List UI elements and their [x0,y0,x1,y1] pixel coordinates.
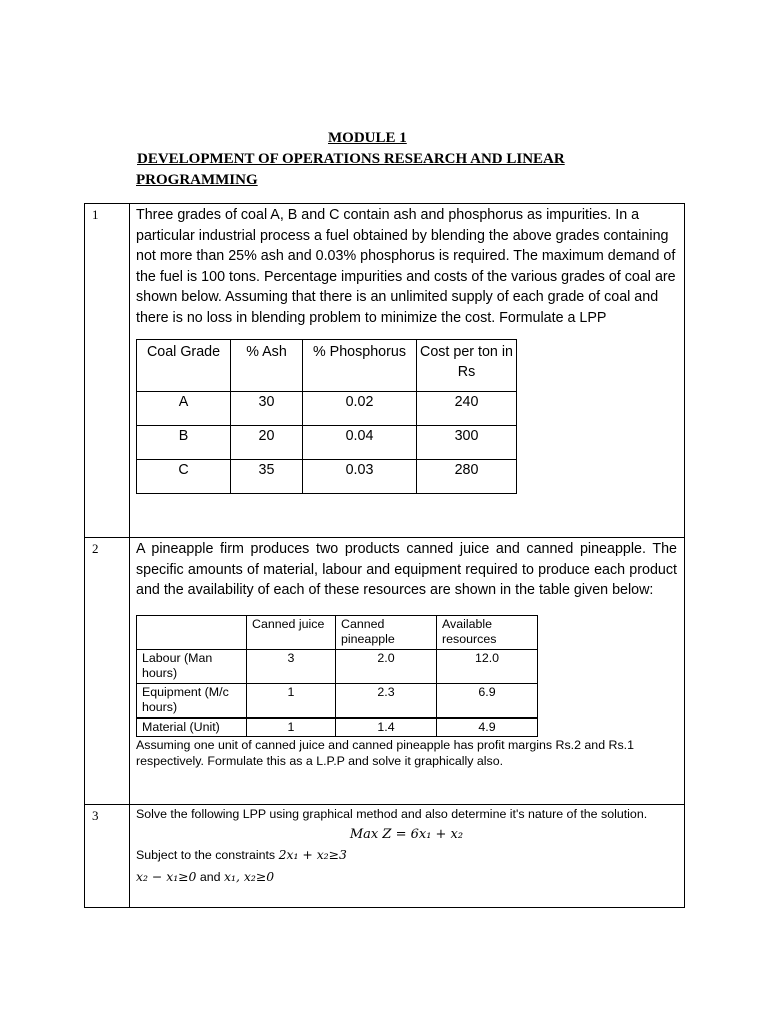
column-header: % Ash [231,339,303,391]
table-cell: 240 [417,391,517,425]
question-number: 3 [85,805,130,908]
constraint-label: Subject to the constraints [136,847,276,862]
column-header: Available resources [437,615,538,649]
table-cell: 2.0 [336,649,437,683]
objective-function: Max Z = 6x₁ + x₂ [349,826,464,842]
title-line-2: PROGRAMMING [136,172,258,188]
table-cell: 3 [247,649,336,683]
question-row-2 [85,538,685,805]
table-cell: C [137,459,231,493]
table-row [137,391,517,425]
table-cell: 4.9 [437,718,538,737]
question-text: Solve the following LPP using graphical method and also determine it's nature of the solution. [136,807,648,821]
table-row [137,718,538,737]
column-header: Coal Grade [137,339,231,391]
table-cell: 1 [247,683,336,718]
column-header: Canned pineapple [336,615,437,649]
table-cell: 0.03 [303,459,417,493]
table-row [137,459,517,493]
column-header: Cost per ton in Rs [417,339,517,391]
question-note: Assuming one unit of canned juice and canned pineapple has profit margins Rs.2 and Rs.1 respectively. Formulate this as a L.P.P and solve it graphically also. [136,737,635,769]
table-header-row [137,615,538,649]
constraints-line-1 [136,844,677,866]
module-heading: MODULE 1 [328,130,407,146]
question-text: A pineapple firm produces two products canned juice and canned pineapple. The specific amounts of material, labour and equipment required to produce each product and the availability of each of these resources are shown in the table given below: [136,541,677,599]
table-header-row [137,339,517,391]
constraint-2: x₂ − x₁≥0 [136,868,197,884]
questions-table [84,203,685,908]
table-row [137,683,538,718]
table-row [137,649,538,683]
column-header [137,615,247,649]
question-text: Three grades of coal A, B and C contain ash and phosphorus as impurities. In a particular industrial process a fuel obtained by blending the above grades containing not more than 25% ash and 0.03% phosphorus is required. The maximum demand of the fuel is 100 tons. Percentage impurities and costs of the various grades of coal are shown below. Assuming that there is an unlimited supply of each grade of coal and there is no loss in blending problem to minimize the cost. Formulate a LPP [136,207,676,326]
table-cell: 1.4 [336,718,437,737]
table-cell: 12.0 [437,649,538,683]
constraints-line-2 [136,866,677,888]
constraint-1: 2x₁ + x₂≥3 [278,846,347,862]
resource-table [136,615,538,737]
table-cell: 0.02 [303,391,417,425]
question-number: 2 [85,538,130,805]
table-cell: A [137,391,231,425]
table-cell: Equipment (M/c hours) [137,683,247,718]
question-body [130,538,685,805]
coal-grade-table [136,339,517,494]
table-cell: Labour (Man hours) [137,649,247,683]
title-line-1: DEVELOPMENT OF OPERATIONS RESEARCH AND LINEAR [137,151,565,167]
table-cell: B [137,425,231,459]
table-cell: Material (Unit) [137,718,247,737]
column-header: % Phosphorus [303,339,417,391]
question-body [130,805,685,908]
table-cell: 35 [231,459,303,493]
constraint-joiner: and [199,869,221,884]
table-cell: 1 [247,718,336,737]
column-header: Canned juice [247,615,336,649]
table-cell: 20 [231,425,303,459]
constraint-3: x₁, x₂≥0 [224,868,275,884]
table-cell: 0.04 [303,425,417,459]
table-cell: 2.3 [336,683,437,718]
question-body [130,204,685,538]
question-number: 1 [85,204,130,538]
question-row-3 [85,805,685,908]
table-row [137,425,517,459]
table-cell: 6.9 [437,683,538,718]
table-cell: 30 [231,391,303,425]
question-row-1 [85,204,685,538]
table-cell: 280 [417,459,517,493]
table-cell: 300 [417,425,517,459]
